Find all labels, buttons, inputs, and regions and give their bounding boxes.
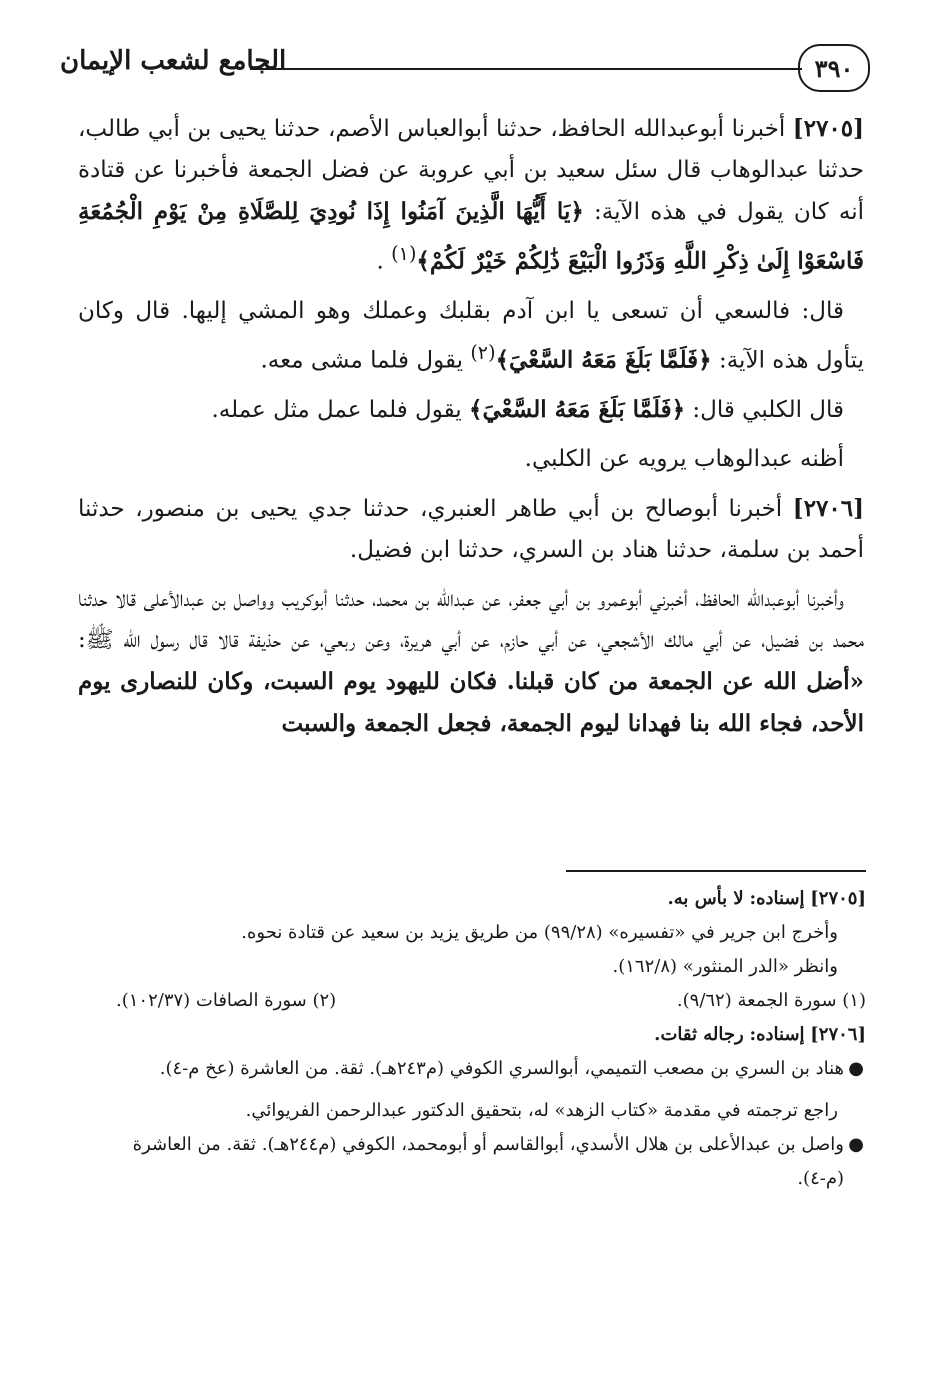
paragraph-text: يقول فلما عمل مثل عمله. [211,397,462,424]
narrator-text: هناد بن السري بن مصعب التميمي، أبوالسري الكوفي (م٢٤٣هـ). ثقة. من العاشرة (عخ م-٤). [159,1058,844,1079]
footnote-2: (٢) سورة الصافات (١٠٢/٣٧). [116,990,337,1011]
note-label: إسناده: [749,888,805,909]
narrator-wasil [96,1128,866,1196]
bullet-icon: ● [848,1058,864,1079]
book-title: الجامع لشعب الإيمان [60,46,287,76]
header-rule [250,68,802,70]
footnote-marker: (١) [391,242,417,265]
hadith-2706 [78,488,864,571]
isnad-text: أخبرنا أبوعبدالله الحافظ، حدثنا أبوالعباس الأصم، حدثنا يحيى بن أبي طالب، حدثنا عبدالوهاب قال سئل سعيد بن أبي عروبة عن فضل الجمعة فأخبرنا عن قتادة أنه كان يقول في هذه الآية: [78,116,865,225]
paragraph-sai [78,291,864,382]
note-ref: [٢٧٠٦] [810,1024,866,1045]
paragraph-kalbi [78,389,864,431]
hadith-number: [٢٧٠٦] [792,495,864,523]
note-takhrij: وأخرج ابن جرير في «تفسيره» (٩٩/٢٨) من طريق يزيد بن سعيد عن قتادة نحوه. [241,922,838,943]
footnote-divider [566,870,866,872]
quran-verse: ﴿فَلَمَّا بَلَغَ مَعَهُ السَّعْيَ﴾ [495,346,712,374]
page-number: ٣٩٠ [798,44,870,92]
note-reference: وانظر «الدر المنثور» (١٦٢/٨). [612,956,838,977]
paragraph-text: قال: فالسعي أن تسعى يا ابن آدم بقلبك وعملك وهو المشي إليها. قال وكان يتأول هذه الآية: [78,297,864,374]
note-2706 [96,1018,866,1052]
footnote-1: (١) سورة الجمعة (٩/٦٢). [676,990,866,1011]
hadith-number: [٢٧٠٥] [792,115,864,142]
note-text: لا بأس به. [667,888,744,909]
paragraph-text: يقول فلما مشى معه. [260,347,463,374]
narrator-note: راجع ترجمته في مقدمة «كتاب الزهد» له، بتحقيق الدكتور عبدالرحمن الفريوائي. [245,1100,838,1121]
hadith-matn: «أضل الله عن الجمعة من كان قبلنا. فكان لليهود يوم السبت، وكان للنصارى يوم الأحد، فجاء الله بنا فهدانا ليوم الجمعة، فجعل الجمعة والسبت [78,668,864,738]
isnad-text: أخبرنا أبوصالح بن أبي طاهر العنبري، حدثنا جدي يحيى بن منصور، حدثنا أحمد بن سلمة، حدثنا هناد بن السري، حدثنا ابن فضيل. [78,496,864,564]
footnotes [96,882,866,1196]
note-ref: [٢٧٠٥] [810,888,866,909]
footnote-marker: (٢) [470,340,496,364]
footnote-row [96,984,866,1018]
quran-verse: ﴿فَلَمَّا بَلَغَ مَعَهُ السَّعْيَ﴾ [468,396,686,424]
paragraph-hadith-text [78,579,864,745]
narrator-text: واصل بن عبدالأعلى بن هلال الأسدي، أبوالقاسم أو أبومحمد، الكوفي (م٢٤٤هـ). ثقة. من العاشرة (م-٤). [132,1134,844,1189]
paragraph-text: قال الكلبي قال: [692,397,844,424]
note-text: رجاله ثقات. [654,1024,744,1045]
note-label: إسناده: [749,1024,805,1045]
bullet-icon: ● [848,1134,864,1155]
isnad-text: وأخبرنا أبوعبدالله الحافظ، أخبرني أبوعمرو بن أبي جعفر، عن عبدالله بن محمد، حدثنا أبوكريب وواصل بن عبدالأعلى قالا حدثنا محمد بن فضيل، عن أبي مالك الأشجعي، عن أبي حازم، عن أبي هريرة، وعن ربعي، عن حذيفة قالا قال رسول الله ﷺ: [78,586,864,654]
main-text [78,108,864,753]
narrator-hannad [96,1052,866,1086]
period: . [376,248,384,275]
hadith-2705 [78,108,864,283]
page-header [60,36,870,96]
note-2705 [96,882,866,916]
paragraph-note: أظنه عبدالوهاب يرويه عن الكلبي. [524,446,844,473]
quran-verse: ﴿يَا أَيُّهَا الَّذِينَ آمَنُوا إِذَا نُودِيَ لِلصَّلَاةِ مِنْ يَوْمِ الْجُمُعَةِ فَاسْعَوْا إِلَىٰ ذِكْرِ اللَّهِ وَذَرُوا الْبَيْعَ ذَٰلِكُمْ خَيْرٌ لَكُمْ﴾ [78,198,864,275]
